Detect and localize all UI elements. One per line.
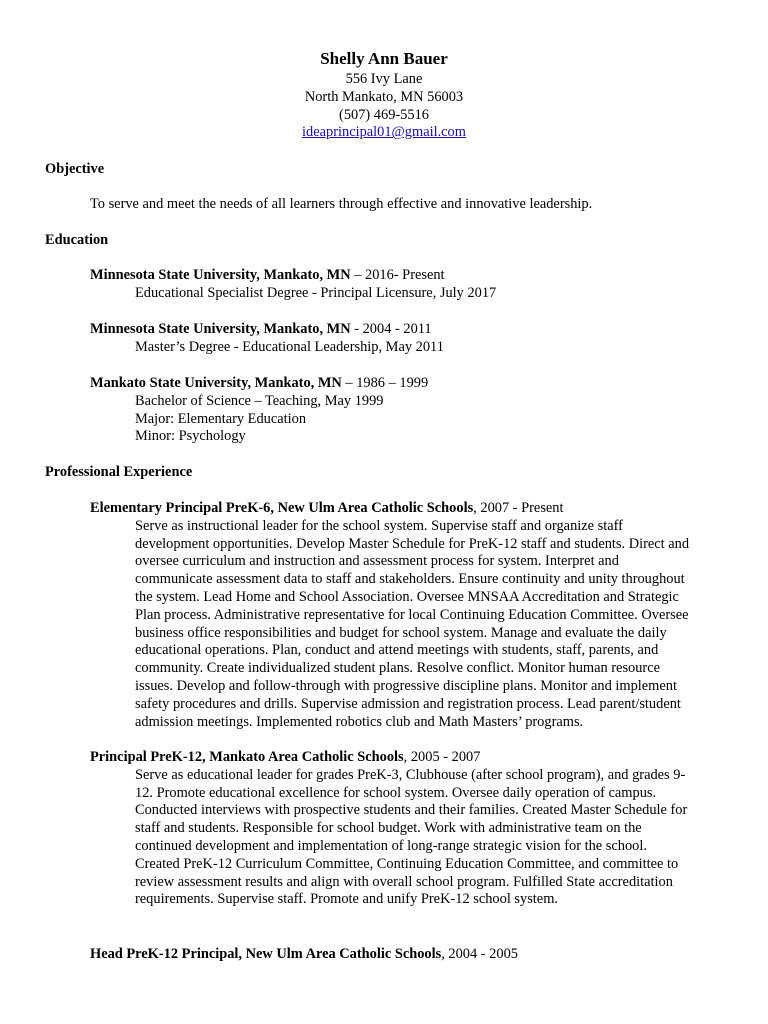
objective-text: To serve and meet the needs of all learners through effective and innovative leadership.	[90, 196, 593, 212]
address-line-1: 556 Ivy Lane	[345, 71, 423, 87]
major-line: Major: Elementary Education	[135, 410, 307, 427]
education-entry	[90, 321, 730, 357]
contact-header	[0, 48, 768, 142]
job-dates: , 2004 - 2005	[441, 946, 518, 962]
education-dates: - 2004 - 2011	[350, 321, 432, 337]
school-name: Mankato State University, Mankato, MN	[90, 375, 342, 391]
job-title: Elementary Principal PreK-6, New Ulm Area Catholic Schools	[90, 500, 474, 516]
experience-heading: Professional Experience	[45, 464, 193, 480]
description-line: Serve as instructional leader for the school system. Supervise staff and organize staff	[135, 517, 623, 534]
education-heading: Education	[45, 232, 109, 248]
address-line-2: North Mankato, MN 56003	[304, 88, 464, 105]
education-dates: – 1986 – 1999	[341, 375, 429, 391]
description-line: Plan process. Administrative representative for local Continuing Education Committee. Oversee	[135, 606, 689, 623]
job-dates: , 2007 - Present	[473, 500, 564, 516]
education-entry	[90, 267, 730, 303]
objective-heading: Objective	[45, 161, 105, 177]
description-line: business office responsibilities and budget for school system. Manage and evaluate the daily	[135, 624, 667, 641]
description-line: Serve as educational leader for grades PreK-3, Clubhouse (after school program), and grades 9-	[135, 766, 686, 783]
description-line: the system. Lead Home and School Association. Oversee MNSAA Accreditation and Strategic	[135, 588, 679, 605]
job-title: Head PreK-12 Principal, New Ulm Area Catholic Schools	[90, 946, 442, 962]
description-line: review assessment results and align with overall school program. Fulfilled State accreditation	[135, 873, 673, 890]
job-description	[90, 518, 725, 732]
school-name: Minnesota State University, Mankato, MN	[90, 321, 351, 337]
description-line: communicate assessment data to staff and stakeholders. Ensure continuity and unity throughout	[135, 571, 685, 588]
description-line: development opportunities. Develop Master Schedule for PreK-12 staff and students. Direct and	[135, 535, 690, 552]
description-line: oversee curriculum and instruction and assessment process for system. Interpret and	[135, 553, 619, 570]
minor-line: Minor: Psychology	[135, 428, 246, 445]
description-line: continued development and implementation of long-range strategic vision for the school.	[135, 837, 647, 854]
degree-line: Educational Specialist Degree - Principal Licensure, July 2017	[135, 284, 497, 301]
degree-line: Bachelor of Science – Teaching, May 1999	[135, 392, 384, 409]
phone-number: (507) 469-5516	[339, 106, 429, 123]
job-dates: , 2005 - 2007	[403, 749, 481, 765]
degree-line: Master’s Degree - Educational Leadership, May 2011	[135, 338, 444, 355]
candidate-name: Shelly Ann Bauer	[320, 49, 448, 68]
school-name: Minnesota State University, Mankato, MN	[90, 267, 351, 283]
job-description	[90, 767, 725, 909]
description-line: staff and students. Responsible for school budget. Work with administrative team on the	[135, 820, 642, 837]
email-link[interactable]: ideaprincipal01@gmail.com	[302, 124, 466, 141]
description-line: safety procedures and drills. Supervise admission and registration process. Lead parent/student	[135, 695, 681, 712]
education-entry	[90, 375, 730, 446]
experience-entry	[90, 749, 730, 909]
experience-entry	[90, 946, 730, 964]
description-line: requirements. Supervise staff. Promote and unify PreK-12 school system.	[135, 891, 558, 908]
description-line: issues. Develop and follow-through with progressive discipline plans. Monitor and implement	[135, 677, 677, 694]
description-line: educational operations. Plan, conduct and attend meetings with students, staff, parents, and	[135, 642, 659, 659]
description-line: Created PreK-12 Curriculum Committee, Continuing Education Committee, and committee to	[135, 855, 679, 872]
description-line: 12. Promote educational excellence for school system. Oversee daily operation of campus.	[135, 784, 657, 801]
job-title: Principal PreK-12, Mankato Area Catholic Schools	[90, 749, 404, 765]
education-dates: – 2016- Present	[350, 267, 445, 283]
description-line: community. Create individualized student plans. Resolve conflict. Monitor human resource	[135, 660, 660, 677]
description-line: Conducted interviews with prospective students and their families. Created Master Schedule for	[135, 802, 688, 819]
description-line: admission meetings. Implemented robotics club and Math Masters’ programs.	[135, 713, 584, 730]
experience-entry	[90, 500, 730, 731]
